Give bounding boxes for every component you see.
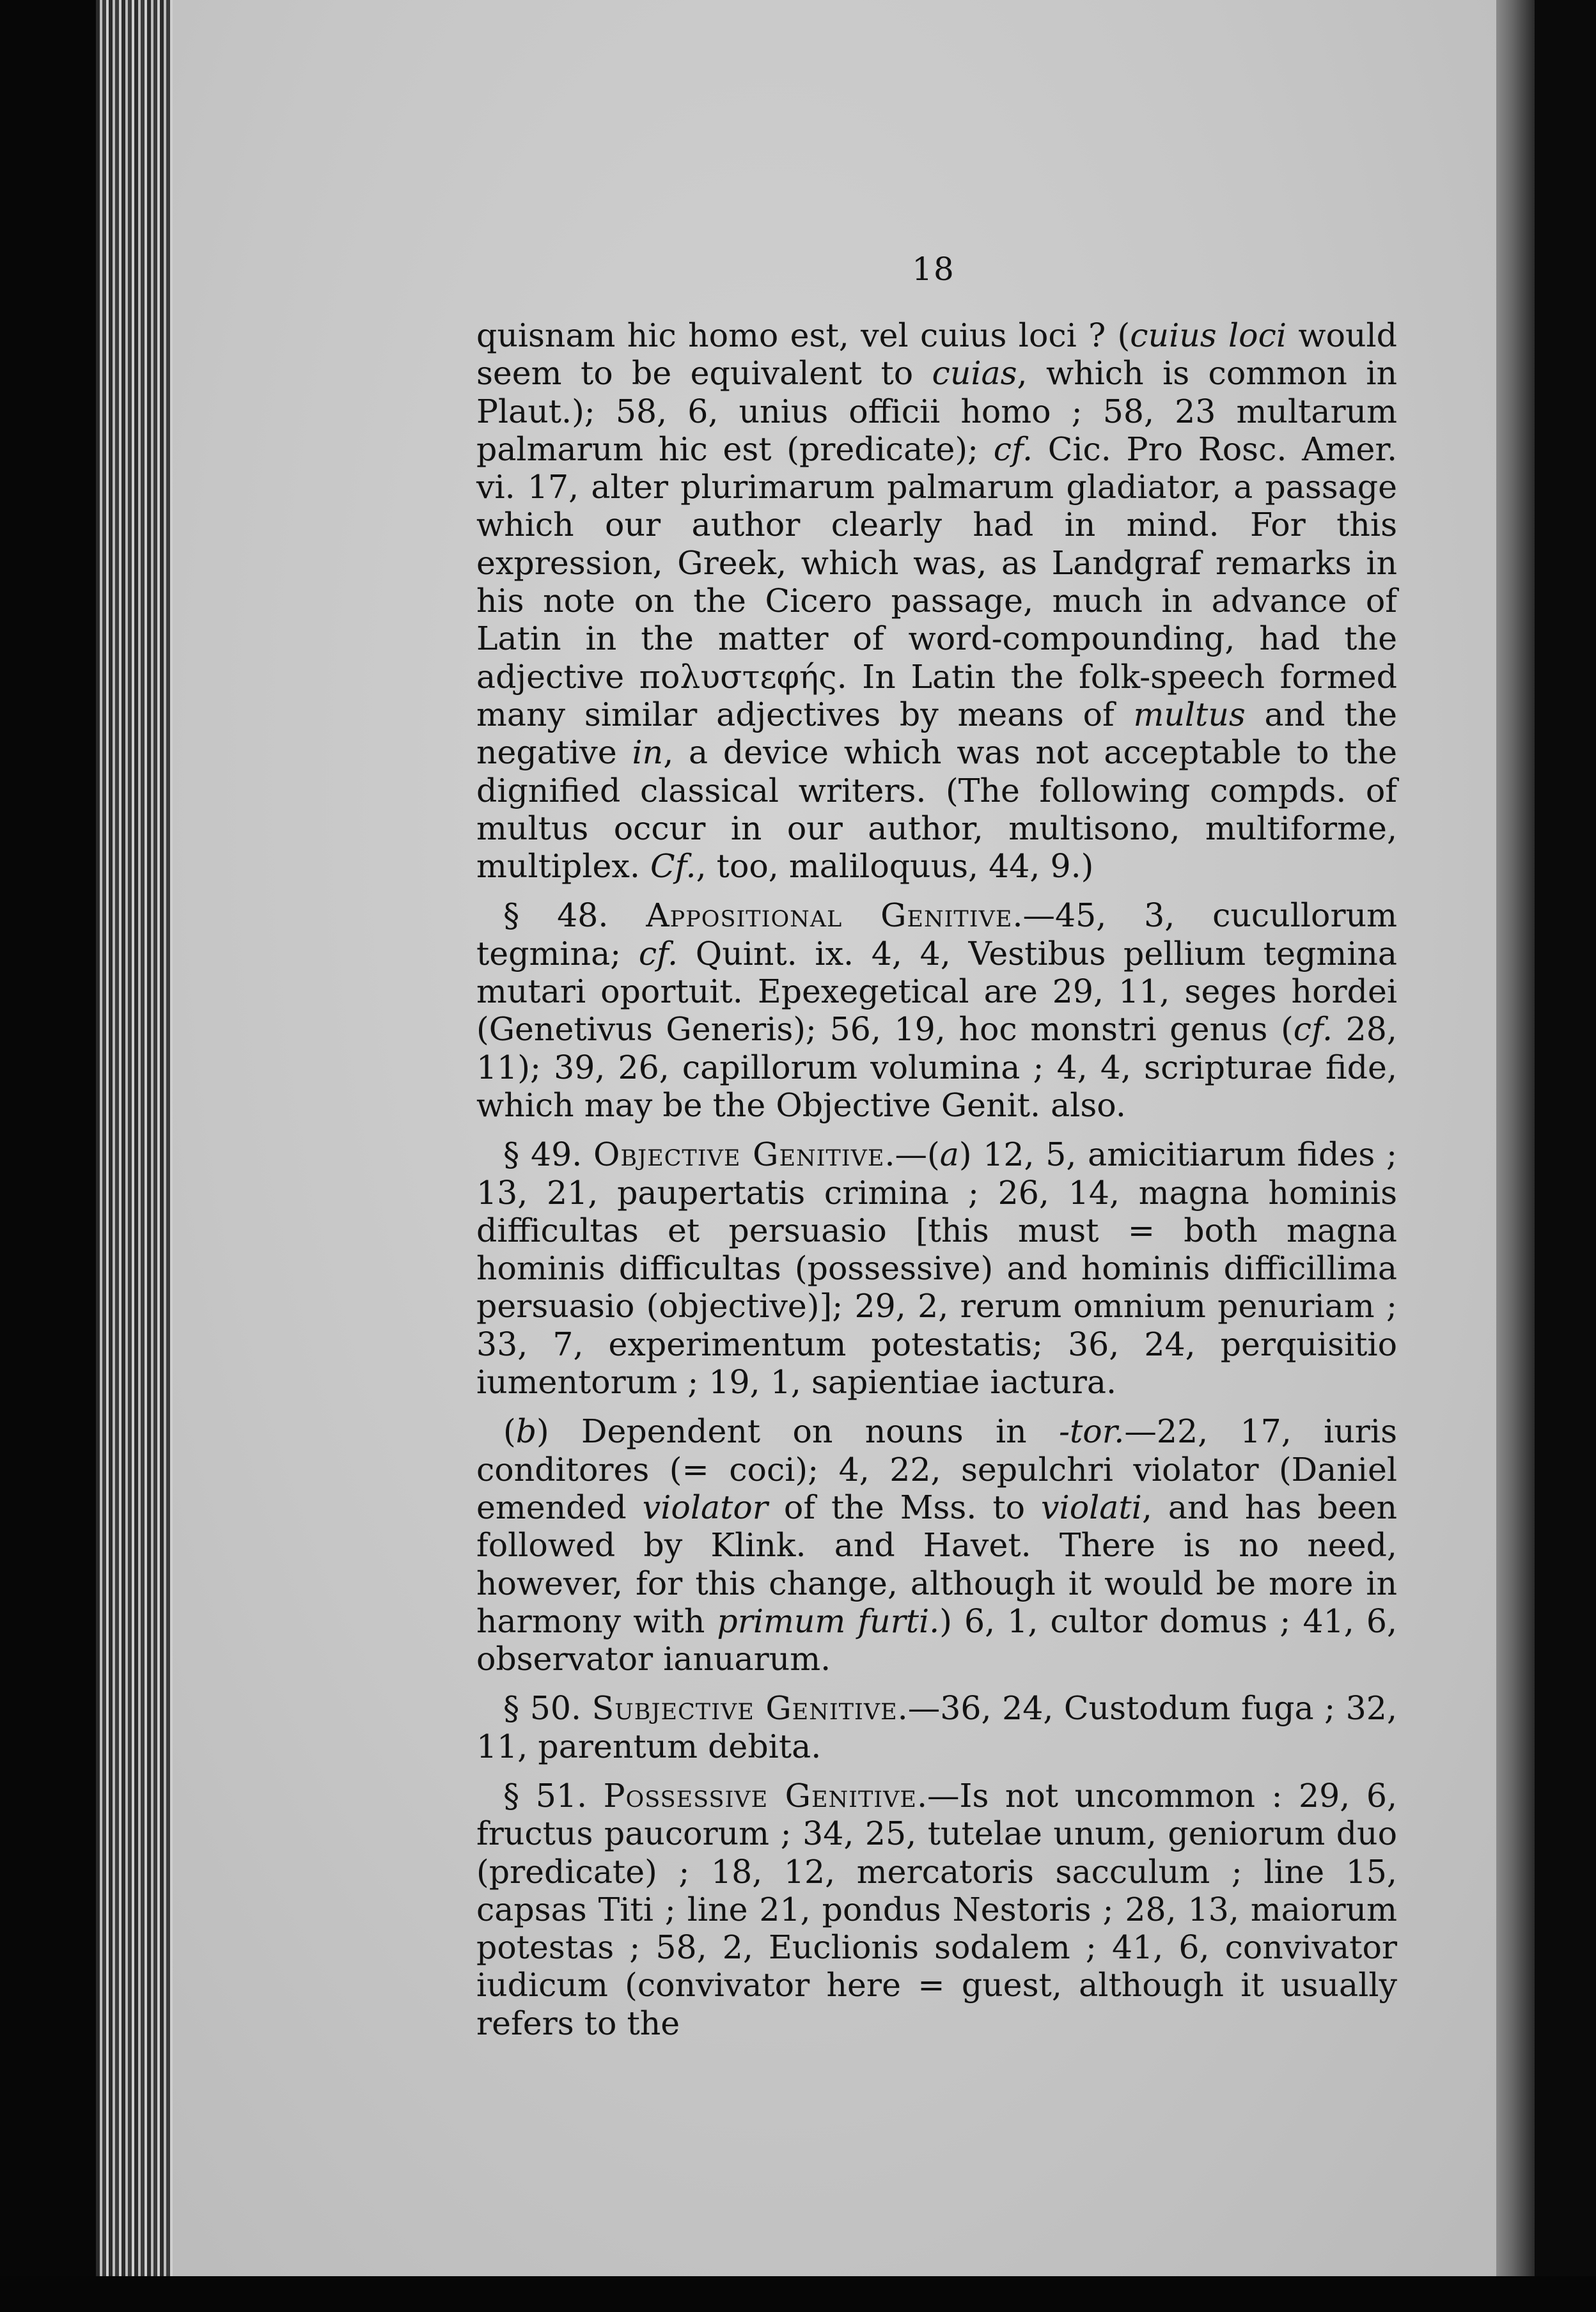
italic-text: multus	[1133, 695, 1246, 733]
spine-shadow	[1496, 0, 1535, 2276]
text-run: would seem to be equivalent to	[476, 316, 1397, 393]
text-run: 28, 11); 39, 26, capillorum volumina ; 4, 4, scripturae fide, which may be the Objective Genit. also.	[476, 1010, 1397, 1124]
paragraph-section-50	[476, 1689, 1397, 1765]
italic-text: cf.	[993, 430, 1033, 468]
text-run: , too, maliloquus, 44, 9.)	[696, 847, 1094, 886]
italic-text: b	[515, 1412, 537, 1451]
italic-text: a	[939, 1136, 959, 1174]
italic-text: primum furti.	[717, 1602, 940, 1640]
text-run: (	[503, 1412, 516, 1451]
section-heading: Possessive Genitive	[603, 1776, 917, 1815]
paragraph-section-49	[476, 1136, 1397, 1401]
text-run: § 51.	[503, 1776, 604, 1815]
body-text	[476, 316, 1397, 2042]
section-heading: Appositional Genitive	[646, 896, 1013, 935]
italic-text: cf.	[1293, 1010, 1333, 1049]
italic-text: violati	[1041, 1488, 1142, 1526]
text-run: .—(	[884, 1136, 940, 1174]
text-run: —22, 17, iuris conditores (= coci); 4, 22, sepulchri violator (Daniel emended	[476, 1412, 1397, 1526]
text-run: , a device which was not acceptable to the dignified classical writers. (The following compds. of multus occur in our author, multisono, multiforme, multiplex.	[476, 733, 1397, 886]
italic-text: Cf.	[650, 847, 696, 886]
text-run: , which is common in Plaut.); 58, 6, unius officii homo ; 58, 23 multarum palmarum hic est (predicate);	[476, 354, 1397, 468]
text-run: quisnam hic homo est, vel cuius loci ? (	[476, 316, 1130, 354]
italic-text: -tor.	[1058, 1412, 1125, 1451]
text-run: § 48.	[503, 896, 646, 935]
text-run: ) 12, 5, amicitiarum fides ; 13, 21, paupertatis crimina ; 26, 14, magna hominis difficultas et persuasio [this must = both magna hominis difficultas (possessive) and hominis difficillima persuasio (objective)]; 29, 2, rerum omnium penuriam ; 33, 7, experimentum potestatis; 36, 24, perquisitio iumentorum ; 19, 1, sapientiae iactura.	[476, 1136, 1398, 1402]
italic-text: cuias	[932, 354, 1017, 393]
text-run: Quint. ix. 4, 4, Vestibus pellium tegmina mutari oportuit. Epexegetical are 29, 11, seges hordei (Genetivus Generis); 56, 19, hoc monstri genus (	[476, 934, 1397, 1049]
text-run: .—36, 24, Custodum fuga ; 32, 11, parentum debita.	[476, 1689, 1397, 1765]
page-number: 18	[912, 251, 955, 288]
section-heading: Subjective Genitive	[591, 1689, 898, 1728]
italic-text: cuius loci	[1130, 316, 1287, 354]
paragraph-section-49b	[476, 1412, 1397, 1678]
italic-text: cf.	[638, 934, 678, 972]
paragraph-continuation	[476, 316, 1397, 885]
italic-text: in	[632, 733, 664, 772]
paragraph-section-48	[476, 896, 1397, 1124]
text-run: and the negative	[476, 695, 1397, 772]
text-run: .—45, 3, cucullorum tegmina;	[476, 896, 1397, 972]
text-run: Cic. Pro Rosc. Amer. vi. 17, alter plurimarum palmarum gladiator, a passage which our author clearly had in mind. For this expression, Greek, which was, as Landgraf remarks in his note on the Cicero passage, much in advance of Latin in the matter of word-compounding, had the adjective πολυστεφής. In Latin the folk-speech formed many similar adjectives by means of	[476, 430, 1397, 733]
text-run: ) Dependent on nouns in	[536, 1412, 1059, 1451]
book-page-edges	[96, 0, 179, 2276]
section-heading: Objective Genitive	[593, 1136, 885, 1174]
text-run: .—Is not uncommon : 29, 6, fructus paucorum ; 34, 25, tutelae unum, geniorum duo (predicate) ; 18, 12, mercatoris sacculum ; line 15, capsas Titi ; line 21, pondus Nestoris ; 28, 13, maiorum potestas ; 58, 2, Euclionis sodalem ; 41, 6, convivator iudicum (convivator here = guest, although it usually refers to the	[476, 1776, 1398, 2042]
text-run: of the Mss. to	[767, 1488, 1042, 1526]
italic-text: violator	[642, 1488, 768, 1526]
text-run: , and has been followed by Klink. and Havet. There is no need, however, for this change, although it would be more in harmony with	[476, 1488, 1397, 1640]
text-run: ) 6, 1, cultor domus ; 41, 6, observator ianuarum.	[476, 1602, 1397, 1678]
text-run: § 50.	[503, 1689, 592, 1728]
right-margin	[1535, 0, 1596, 2312]
text-run: § 49.	[503, 1136, 593, 1174]
paragraph-section-51	[476, 1777, 1397, 2042]
bottom-margin	[0, 2276, 1596, 2312]
